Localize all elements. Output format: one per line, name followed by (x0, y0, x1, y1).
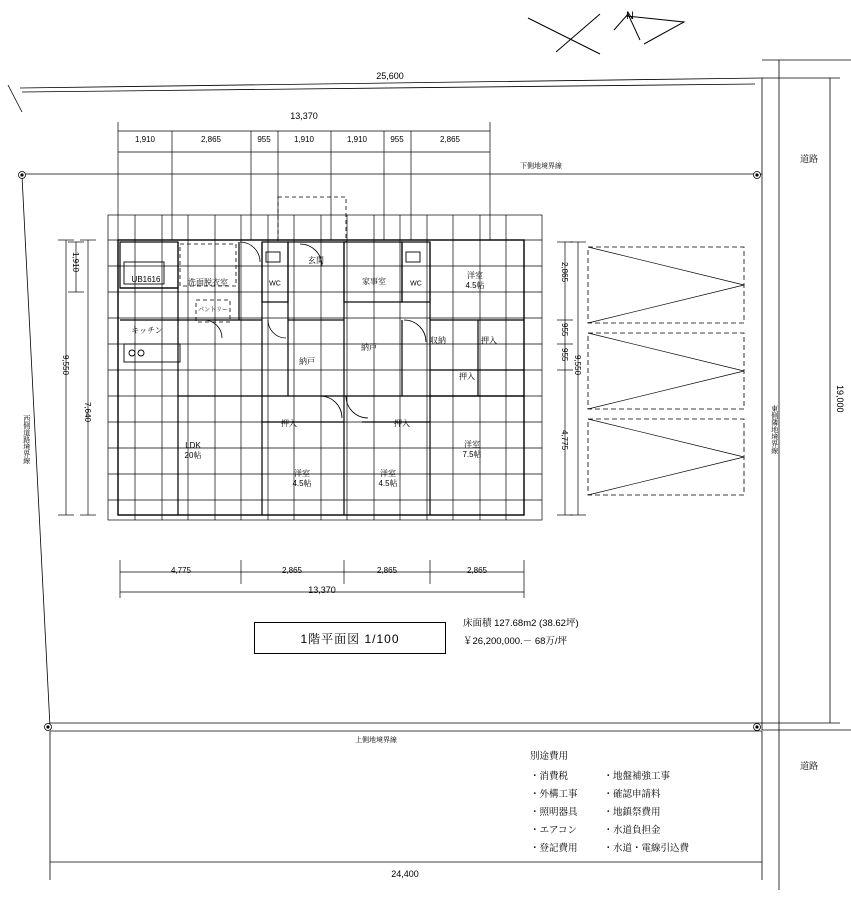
room-name: 押入 (394, 419, 410, 428)
building-top-overall: 13,370 (290, 111, 318, 121)
cost-item: ・確認申請料 (603, 789, 661, 801)
room-label-bedroom-3 (378, 469, 397, 489)
bottom-chain-2: 2,865 (281, 566, 303, 575)
room-label-ldk (185, 441, 202, 461)
bottom-chain-3: 2,865 (376, 566, 398, 575)
room-size: 4.5帖 (378, 479, 398, 488)
bottom-chain-4: 2,865 (466, 566, 488, 575)
right-overall-dimension: 9,550 (572, 355, 582, 376)
boundary-note-left: 西側道路境界線 (22, 415, 30, 464)
room-label-bedroom-1 (465, 271, 484, 291)
room-label-wc-left (269, 281, 281, 290)
room-label-oshiire-1 (481, 336, 497, 346)
room-label-oshiire-2 (459, 372, 475, 382)
left-inner-dimension: 7,640 (82, 402, 92, 423)
top-chain-4: 1,910 (293, 135, 315, 144)
room-label-bedroom-2 (292, 469, 311, 489)
right-chain-3: 955 (559, 348, 569, 362)
right-chain-4: 4,775 (559, 430, 569, 451)
room-label-pantry (198, 307, 228, 315)
room-label-oshiire-4 (394, 419, 410, 429)
room-name: WC (269, 280, 281, 288)
room-name: 洋室 (294, 469, 310, 478)
room-name: 洋室 (467, 271, 483, 280)
room-name: 押入 (481, 336, 497, 345)
room-name: LDK (185, 441, 201, 450)
room-name: 押入 (281, 419, 297, 428)
price-text: ￥26,200,000.－ 68万/坪 (463, 636, 568, 648)
room-label-wc-right (410, 281, 422, 290)
extra-costs-block (530, 748, 689, 858)
right-chain-2: 955 (559, 323, 569, 337)
drawing-title: 1階平面図 1/100 (300, 631, 400, 646)
room-name: 玄関 (308, 256, 324, 265)
room-label-closet-shuno (430, 336, 446, 346)
room-name: 納戸 (299, 357, 315, 366)
top-chain-6: 955 (390, 135, 404, 144)
top-chain-7: 2,865 (439, 135, 461, 144)
cost-item: ・登記費用 (530, 843, 578, 855)
top-chain-5: 1,910 (346, 135, 368, 144)
cost-item: ・地鎮祭費用 (603, 807, 661, 819)
room-label-storage-2 (361, 343, 377, 353)
room-name: パントリー (197, 307, 229, 314)
floor-area-text: 床面積 127.68m2 (38.62坪) (463, 618, 579, 629)
right-chain-1: 2,865 (559, 262, 569, 283)
cost-item: ・消費税 (530, 771, 569, 783)
site-top-dimension: 25,600 (376, 71, 404, 81)
extra-costs-right-column (604, 768, 690, 858)
extra-costs-heading: 別途費用 (530, 751, 569, 762)
boundary-note-bottom: 上側地境界線 (355, 737, 397, 744)
road-label-top-right: 道路 (800, 154, 819, 164)
room-name: 納戸 (361, 343, 377, 352)
site-right-dimension: 19,000 (834, 385, 845, 413)
top-chain-1: 1,910 (134, 135, 156, 144)
room-size: 20帖 (184, 451, 202, 460)
room-label-washroom (188, 278, 228, 288)
room-name: 家事室 (362, 277, 386, 286)
top-chain-3: 955 (257, 135, 271, 144)
building-bottom-overall: 13,370 (308, 585, 336, 595)
left-overall-dimension: 9,550 (60, 355, 70, 376)
left-top-dimension: 1,910 (70, 252, 80, 273)
road-label-bottom-right: 道路 (800, 761, 819, 771)
extra-costs-left-column (530, 768, 578, 858)
room-label-storage-1 (299, 357, 315, 367)
room-name: WC (410, 280, 422, 288)
top-chain-2: 2,865 (200, 135, 222, 144)
room-name: UB1616 (131, 275, 161, 284)
room-label-kitchen (131, 326, 162, 336)
room-size: 7.5帖 (462, 450, 482, 459)
room-name: 収納 (430, 336, 446, 345)
drawing-title-box (254, 622, 446, 654)
north-arrow-label: N (626, 10, 634, 22)
room-label-ub (132, 275, 161, 285)
cost-item: ・エアコン (530, 825, 578, 837)
room-label-bedroom-4 (462, 440, 481, 460)
room-size: 4.5帖 (465, 281, 485, 290)
room-size: 4.5帖 (292, 479, 312, 488)
cost-item: ・外構工事 (530, 789, 578, 801)
room-name: 洗面脱衣室 (188, 278, 228, 287)
boundary-note-right: 東側隣地境界線 (770, 405, 778, 454)
boundary-note-top: 下側地境界線 (520, 163, 562, 170)
cost-item: ・地盤補強工事 (603, 771, 671, 783)
site-bottom-dimension: 24,400 (391, 869, 419, 879)
cost-item: ・照明器具 (530, 807, 578, 819)
room-name: 洋室 (380, 469, 396, 478)
cost-item: ・水道・電線引込費 (603, 843, 690, 855)
room-label-entrance (308, 256, 324, 266)
cost-item: ・水道負担金 (603, 825, 661, 837)
area-info (463, 615, 579, 651)
room-name: キッチン (131, 326, 163, 335)
bottom-chain-1: 4,775 (170, 566, 192, 575)
room-label-utility (362, 277, 386, 287)
room-name: 押入 (459, 372, 475, 381)
room-label-oshiire-3 (281, 419, 297, 429)
room-name: 洋室 (464, 440, 480, 449)
